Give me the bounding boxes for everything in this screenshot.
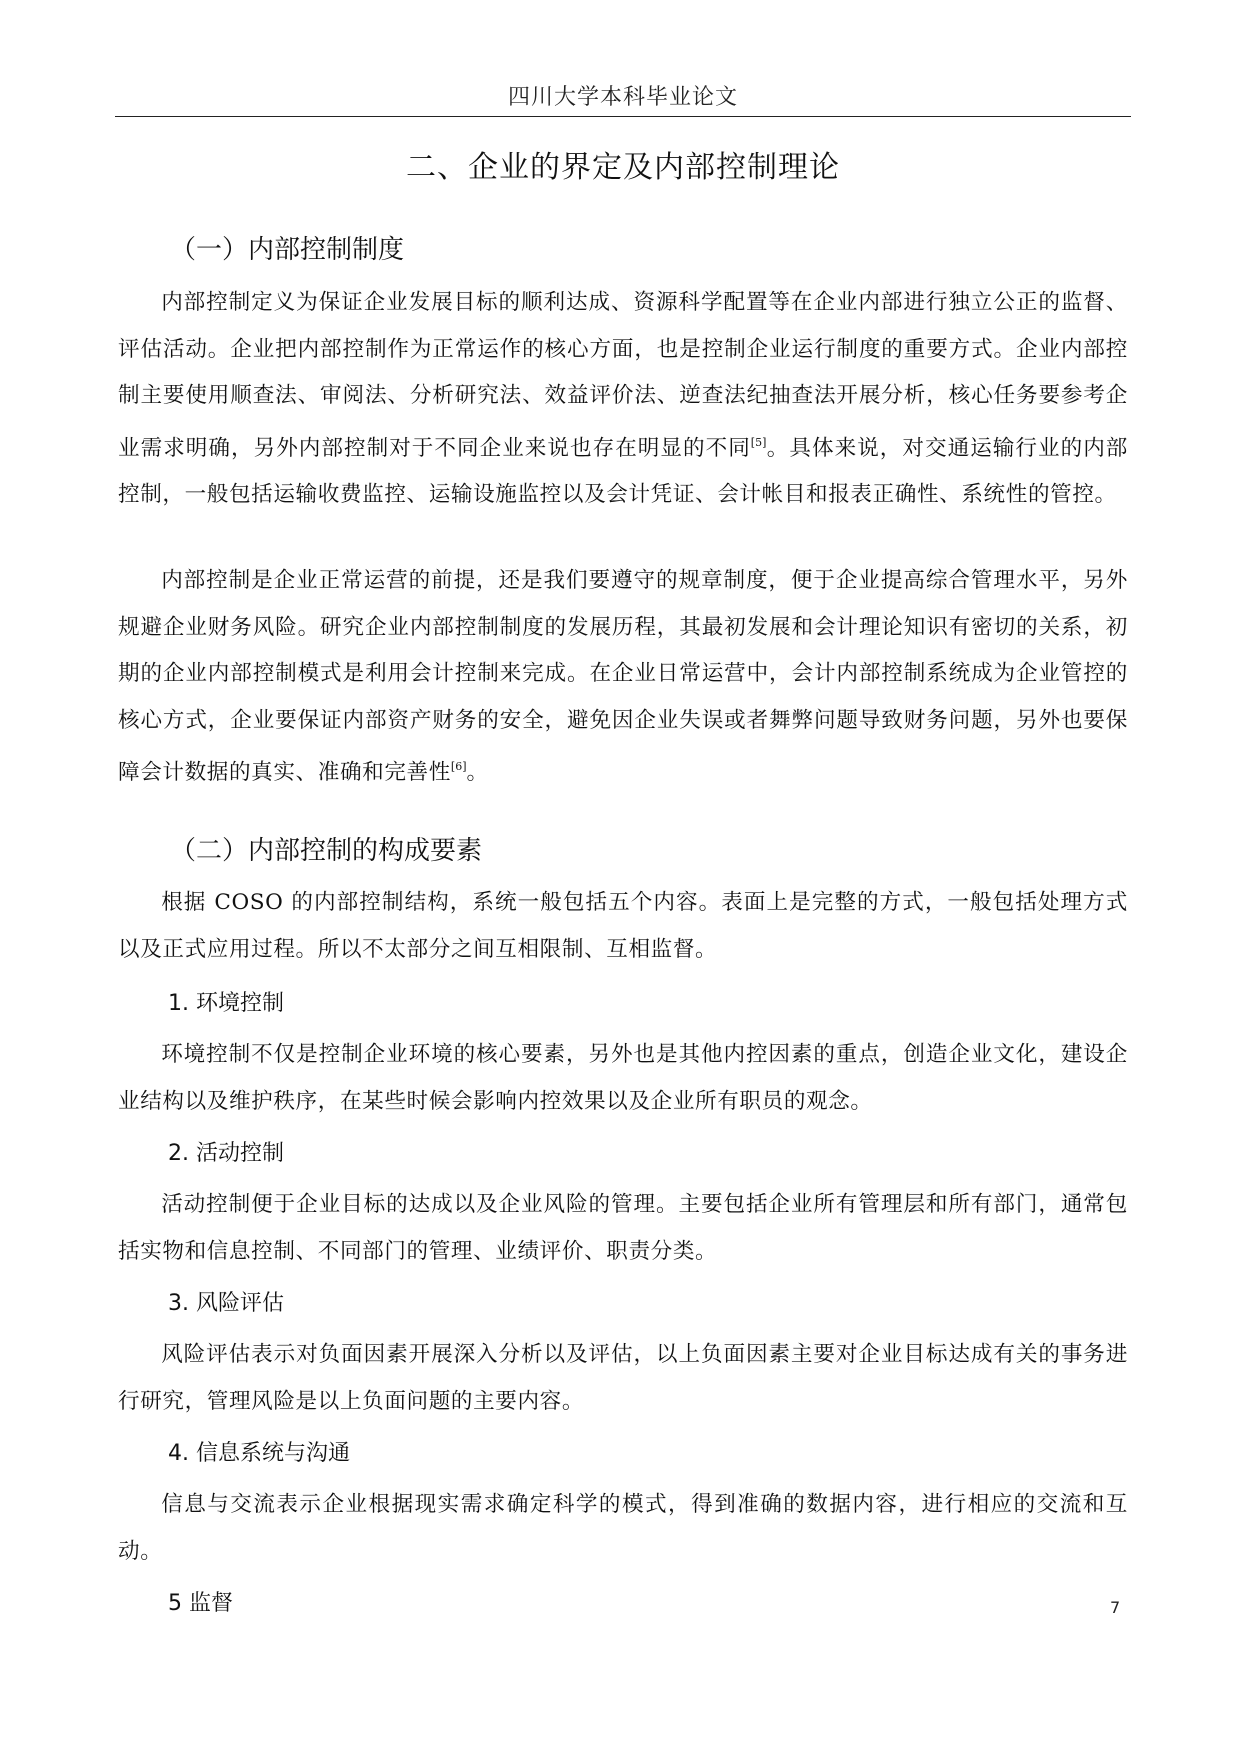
paragraph-coso-intro: 根据 COSO 的内部控制结构，系统一般包括五个内容。表面上是完整的方式，一般包括处理方式以及正式应用过程。所以不太部分之间互相限制、互相监督。 [118,890,1128,962]
paragraph-text: 。具体来说，对交通运输行业的内部控制，一般包括运输收费监控、运输设施监控以及会计凭证、会计帐目和报表正确性、系统性的管控。 [118,435,1128,507]
chapter-title: 二、企业的界定及内部控制理论 [406,150,840,185]
citation-6: [6] [450,760,467,773]
subheading-activity-control: 2. 活动控制 [168,1141,284,1166]
page-number: 7 [1110,1598,1121,1617]
paragraph-internal-control-premise [118,558,1128,797]
paragraph-text: 。 [466,760,489,785]
subheading-risk-assessment: 3. 风险评估 [168,1291,284,1316]
paragraph-text: 内部控制定义为保证企业发展目标的顺利达成、资源科学配置等在企业内部进行独立公正的监督、评估活动。企业把内部控制作为正常运作的核心方面，也是控制企业运行制度的重要方式。企业内部控制主要使用顺查法、审阅法、分析研究法、效益评价法、逆查法纪抽查法开展分析，核心任务要参考企业需求明确，另外内部控制对于不同企业来说也存在明显的不同 [118,290,1128,461]
paragraph-information-communication: 信息与交流表示企业根据现实需求确定科学的模式，得到准确的数据内容，进行相应的交流和互动。 [118,1492,1128,1564]
paragraph-internal-control-definition [118,280,1128,519]
paragraph-risk-assessment: 风险评估表示对负面因素开展深入分析以及评估，以上负面因素主要对企业目标达成有关的事务进行研究，管理风险是以上负面问题的主要内容。 [118,1342,1128,1414]
citation-5: [5] [750,435,767,449]
running-header: 四川大学本科毕业论文 [507,85,738,110]
header-rule [115,116,1131,117]
subheading-supervision: 5 监督 [168,1591,233,1616]
paragraph-text: 内部控制是企业正常运营的前提，还是我们要遵守的规章制度，便于企业提高综合管理水平，另外规避企业财务风险。研究企业内部控制制度的发展历程，其最初发展和会计理论知识有密切的关系，初期的企业内部控制模式是利用会计控制来完成。在企业日常运营中，会计内部控制系统成为企业管控的核心方式，企业要保证内部资产财务的安全，避免因企业失误或者舞弊问题导致财务问题，另外也要保障会计数据的真实、准确和完善性 [118,568,1128,785]
subheading-information-communication: 4. 信息系统与沟通 [168,1441,350,1466]
paragraph-activity-control: 活动控制便于企业目标的达成以及企业风险的管理。主要包括企业所有管理层和所有部门，通常包括实物和信息控制、不同部门的管理、业绩评价、职责分类。 [118,1192,1128,1264]
paragraph-environment-control: 环境控制不仅是控制企业环境的核心要素，另外也是其他内控因素的重点，创造企业文化，建设企业结构以及维护秩序，在某些时候会影响内控效果以及企业所有职员的观念。 [118,1042,1128,1114]
section-heading-2: （二）内部控制的构成要素 [170,836,483,866]
section-heading-1: （一）内部控制制度 [170,235,405,265]
subheading-environment-control: 1. 环境控制 [168,991,284,1016]
